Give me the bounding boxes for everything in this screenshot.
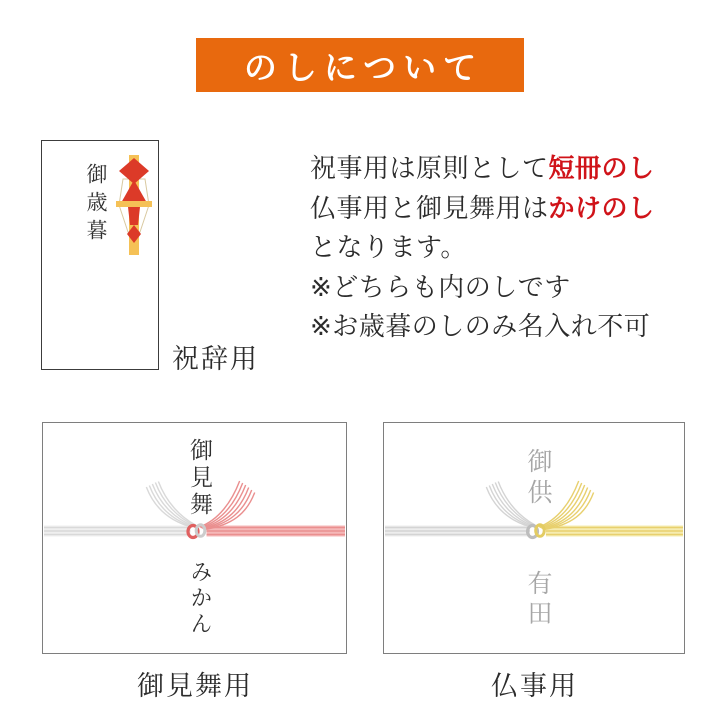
intro-line-1-black: 祝事用は原則として [310, 153, 549, 183]
butsuji-vertical-title: 御供 [524, 448, 553, 510]
intro-note-1: ※どちらも内のしです [310, 271, 571, 302]
intro-line-2 [310, 189, 655, 229]
page-title-banner [196, 38, 524, 92]
intro-line-2-black: 仏事用と御見舞用は [310, 192, 549, 223]
butsuji-noshi-card [383, 422, 685, 654]
page-title: のしについて [243, 48, 484, 86]
mimai-giver-name: みかん [187, 560, 212, 638]
intro-line-3: となります。 [310, 232, 467, 262]
description-text [310, 149, 655, 347]
intro-note-2: ※お歳暮のしのみ名入れ不可 [310, 311, 651, 341]
intro-line-1-red: 短冊のし [548, 153, 655, 183]
intro-line-1 [310, 149, 655, 189]
ornament-red-top [119, 158, 149, 203]
mimai-caption: 御見舞用 [137, 671, 253, 701]
mimai-noshi-card [42, 422, 347, 654]
ornament-gold-band [116, 201, 152, 207]
tanzaku-noshi-card [41, 140, 159, 370]
butsuji-giver-name: 有田 [524, 570, 553, 630]
butsuji-caption: 仏事用 [491, 671, 578, 701]
intro-line-2-red: かけのし [548, 192, 655, 223]
tanzaku-vertical-title: 御歳暮 [84, 163, 108, 247]
mimai-vertical-title: 御見舞 [186, 438, 212, 519]
tanzaku-caption: 祝辞用 [172, 344, 259, 374]
